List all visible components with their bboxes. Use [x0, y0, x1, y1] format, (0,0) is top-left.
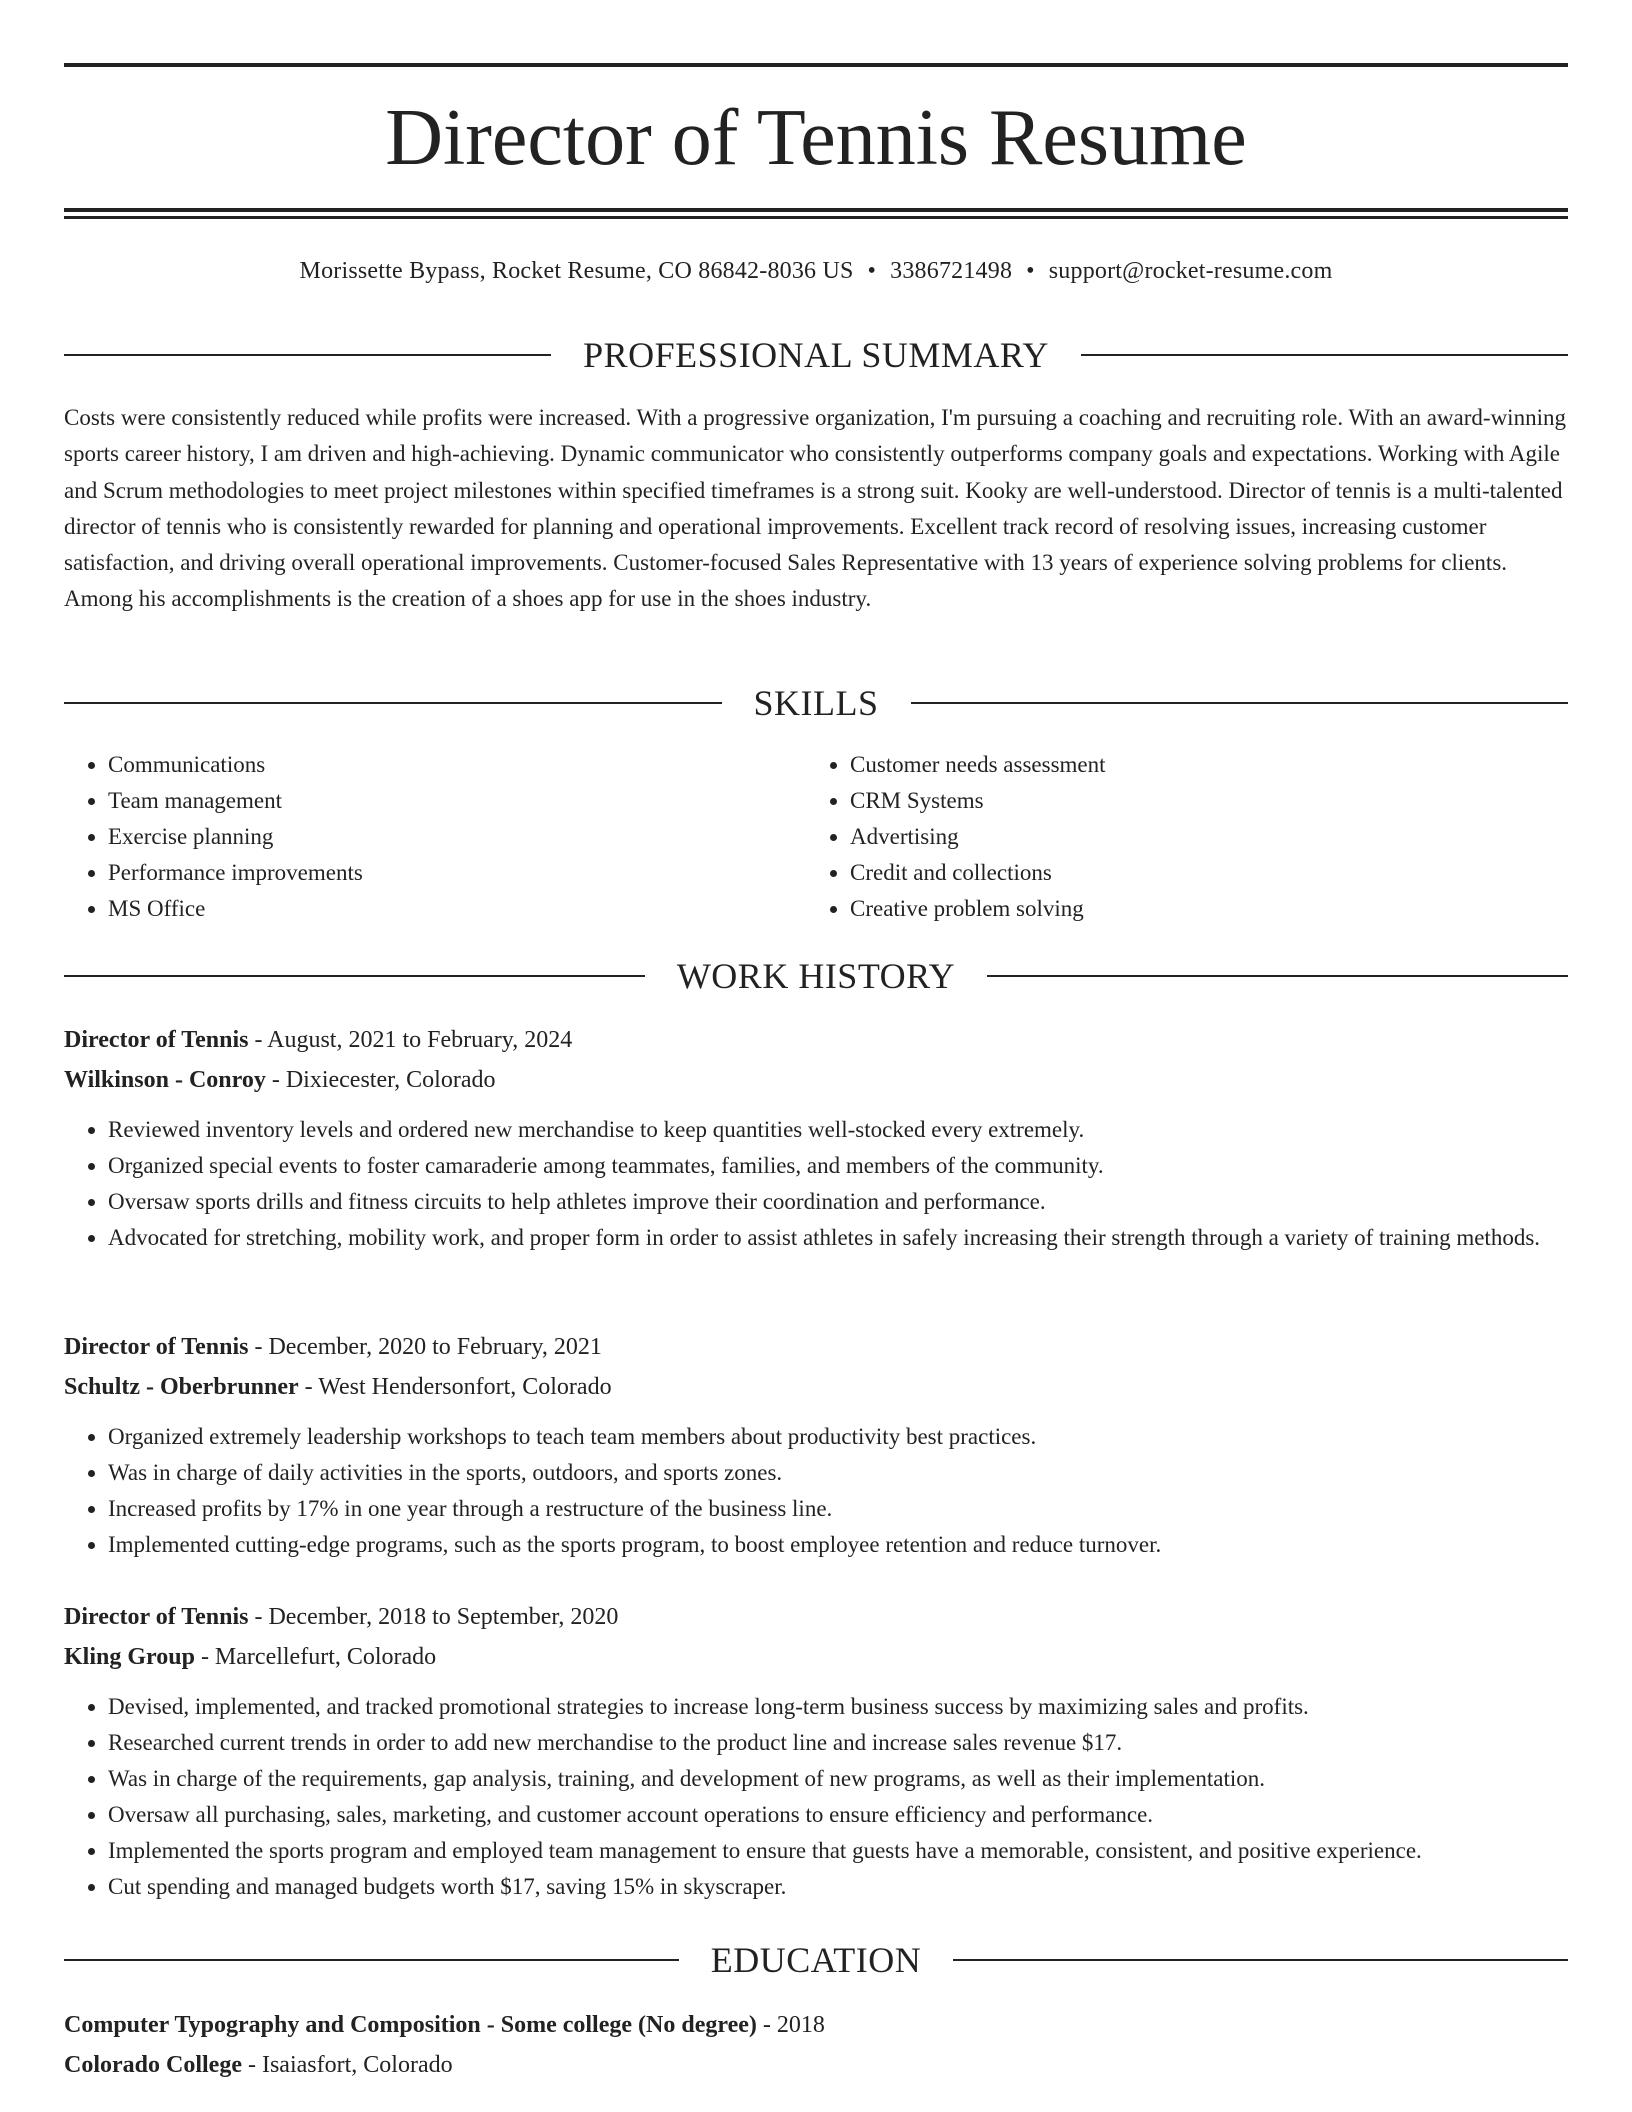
job-bullets — [64, 1112, 1568, 1256]
job-bullet: • Oversaw sports drills and fitness circuits to help athletes improve their coordination and performance. — [108, 1184, 1568, 1220]
job-bullets — [64, 1419, 1568, 1563]
skill-item: • Credit and collections — [850, 855, 1548, 891]
job-company: Wilkinson - Conroy — [64, 1067, 266, 1093]
divider-line — [1081, 354, 1568, 356]
job-bullet: • Advocated for stretching, mobility work, and proper form in order to assist athletes in safely increasing their strength through a variety of training methods. — [108, 1220, 1568, 1256]
divider-line — [953, 1959, 1568, 1961]
job-bullet: • Researched current trends in order to add new merchandise to the product line and increase sales revenue $17. — [108, 1725, 1568, 1761]
contact-separator: • — [1026, 258, 1035, 284]
job-bullet: • Organized special events to foster camaraderie among teammates, families, and members of the community. — [108, 1148, 1568, 1184]
job-company-line — [64, 1367, 1568, 1407]
education-degree: Computer Typography and Composition - Some college (No degree) — [64, 2012, 757, 2038]
skill-item: • Customer needs assessment — [850, 747, 1548, 783]
skill-item: • Advertising — [850, 819, 1548, 855]
job-company: Schultz - Oberbrunner — [64, 1374, 299, 1400]
skill-item: • Team management — [108, 783, 806, 819]
skill-item: • Communications — [108, 747, 806, 783]
job-company: Kling Group — [64, 1644, 195, 1670]
contact-separator: • — [867, 258, 877, 284]
job-bullet: • Increased profits by 17% in one year through a restructure of the business line. — [108, 1491, 1568, 1527]
job-bullet: • Reviewed inventory levels and ordered new merchandise to keep quantities well-stocked every extremely. — [108, 1112, 1568, 1148]
section-title: PROFESSIONAL SUMMARY — [583, 335, 1049, 375]
job-title-line — [64, 1327, 1568, 1367]
contact-line — [64, 254, 1568, 288]
job-bullet: • Oversaw all purchasing, sales, marketing, and customer account operations to ensure efficiency and performance. — [108, 1797, 1568, 1833]
divider-line — [911, 702, 1569, 704]
job-dates: - December, 2018 to September, 2020 — [248, 1604, 619, 1630]
job-title: Director of Tennis — [64, 1027, 249, 1053]
job-title: Director of Tennis — [64, 1604, 249, 1630]
skill-item: • CRM Systems — [850, 783, 1548, 819]
job-bullets — [64, 1689, 1568, 1905]
job-company-line — [64, 1060, 1568, 1100]
skill-item: • Performance improvements — [108, 855, 806, 891]
job-title: Director of Tennis — [64, 1334, 249, 1360]
page-title: Director of Tennis Resume — [385, 94, 1247, 182]
section-heading-work — [64, 954, 1568, 998]
job-bullet: • Implemented the sports program and employed team management to ensure that guests have a memorable, consistent, and positive experience. — [108, 1833, 1568, 1869]
divider-line — [64, 1959, 679, 1961]
education-degree-line — [64, 2005, 1568, 2045]
education-year: - 2018 — [756, 2012, 825, 2038]
section-title: EDUCATION — [710, 1940, 922, 1980]
education-location: - Isaiasfort, Colorado — [241, 2052, 453, 2078]
top-rule — [64, 63, 1568, 67]
summary-text: Costs were consistently reduced while profits were increased. With a progressive organization, I'm pursuing a coaching and recruiting role. With an award-winning sports career history, I am driven and high-achieving. Dynamic communicator who consistently outperforms company goals and expectations. Working with Agile and Scrum methodologies to meet project milestones within specified timeframes is a strong suit. Kooky are well-understood. Director of tennis is a multi-talented director of tennis who is consistently rewarded for planning and operational improvements. Excellent track record of resolving issues, increasing customer satisfaction, and driving overall operational improvements. Customer-focused Sales Representative with 13 years of experience solving problems for clients. Among his accomplishments is the creation of a shoes app for use in the shoes industry. — [64, 405, 1566, 612]
job-title-line — [64, 1597, 1568, 1637]
education-entry — [64, 2005, 1568, 2085]
job-bullet: • Cut spending and managed budgets worth $17, saving 15% in skyscraper. — [108, 1869, 1568, 1905]
job-location: - Dixiecester, Colorado — [265, 1067, 496, 1093]
job-entry — [64, 1327, 1568, 1563]
divider-line — [64, 975, 645, 977]
skills-column-left — [64, 747, 806, 927]
job-location: - Marcellefurt, Colorado — [194, 1644, 437, 1670]
skill-item: • MS Office — [108, 891, 806, 927]
job-title-line — [64, 1020, 1568, 1060]
education-school: Colorado College — [64, 2052, 242, 2078]
skills-column-right — [806, 747, 1548, 927]
job-entry — [64, 1020, 1568, 1256]
divider-line — [64, 702, 722, 704]
job-location: - West Hendersonfort, Colorado — [298, 1374, 612, 1400]
title-rule-lower — [64, 216, 1568, 219]
skill-item: • Creative problem solving — [850, 891, 1548, 927]
education-school-line — [64, 2045, 1568, 2085]
job-company-line — [64, 1637, 1568, 1677]
divider-line — [64, 354, 551, 356]
job-dates: - December, 2020 to February, 2021 — [248, 1334, 602, 1360]
divider-line — [987, 975, 1568, 977]
contact-email: support@rocket-resume.com — [1048, 258, 1333, 284]
section-heading-summary — [64, 333, 1568, 377]
job-bullet: • Devised, implemented, and tracked promotional strategies to increase long-term business success by maximizing sales and profits. — [108, 1689, 1568, 1725]
job-dates: - August, 2021 to February, 2024 — [248, 1027, 573, 1053]
section-heading-education — [64, 1938, 1568, 1982]
contact-address: Morissette Bypass, Rocket Resume, CO 86842-8036 US — [299, 258, 854, 284]
job-bullet: • Was in charge of daily activities in the sports, outdoors, and sports zones. — [108, 1455, 1568, 1491]
section-title: WORK HISTORY — [676, 956, 956, 996]
section-heading-skills — [64, 681, 1568, 725]
skill-item: • Exercise planning — [108, 819, 806, 855]
skills-list — [64, 747, 1568, 927]
job-entry — [64, 1597, 1568, 1905]
contact-phone: 3386721498 — [890, 258, 1013, 284]
job-bullet: • Implemented cutting-edge programs, such as the sports program, to boost employee retention and reduce turnover. — [108, 1527, 1568, 1563]
job-bullet: • Was in charge of the requirements, gap analysis, training, and development of new programs, as well as their implementation. — [108, 1761, 1568, 1797]
section-title: SKILLS — [753, 683, 879, 723]
job-bullet: • Organized extremely leadership workshops to teach team members about productivity best practices. — [108, 1419, 1568, 1455]
title-rule-upper — [64, 208, 1568, 212]
